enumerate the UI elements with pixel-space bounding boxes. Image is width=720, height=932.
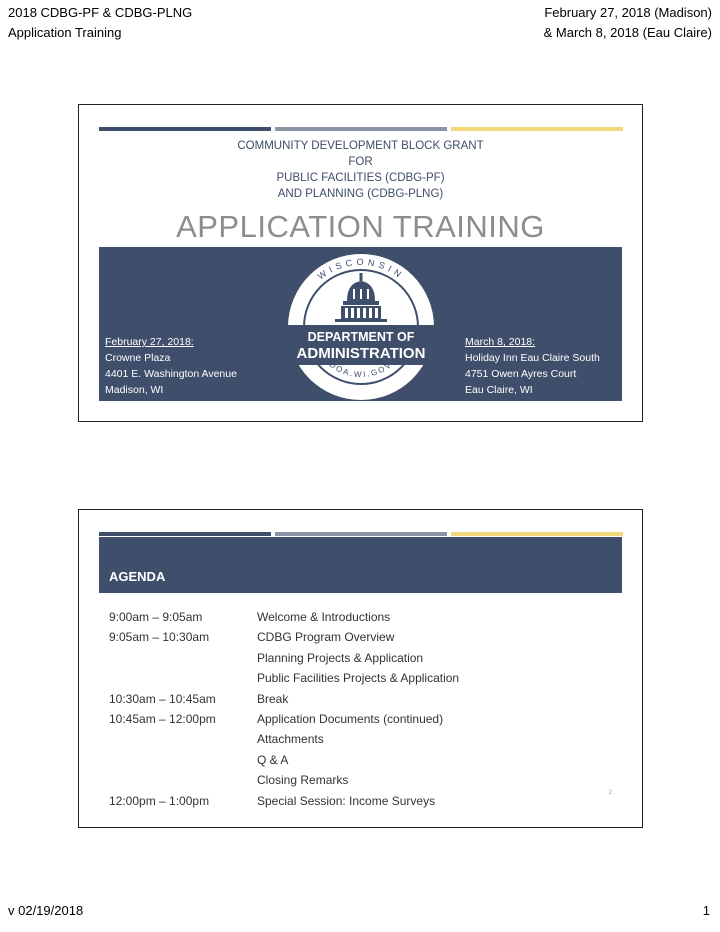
subtitle-line: COMMUNITY DEVELOPMENT BLOCK GRANT (237, 140, 484, 152)
agenda-header-panel (99, 537, 622, 593)
agenda-row (109, 791, 529, 811)
location-city: Eau Claire, WI (465, 384, 533, 396)
seal-line2: ADMINISTRATION (296, 345, 426, 362)
agenda-time: 10:45am – 12:00pm (109, 711, 216, 726)
slide-agenda (78, 509, 643, 828)
location-date: February 27, 2018: (105, 336, 194, 348)
agenda-row (109, 607, 529, 627)
page-header-left (8, 3, 192, 43)
agenda-item: Special Session: Income Surveys (257, 793, 436, 808)
agenda-row (109, 750, 529, 770)
subtitle-line: PUBLIC FACILITIES (CDBG-PF) (276, 172, 445, 184)
agenda-item: Application Documents (continued) (257, 711, 444, 726)
agenda-row (109, 689, 529, 709)
slide-title-text: APPLICATION TRAINING (176, 209, 545, 244)
footer-page-number: 1 (702, 903, 710, 918)
header-course-subtitle: Application Training (8, 25, 122, 40)
seal-bottom-text: DOA.WI.GOV (327, 359, 395, 380)
location-address: 4751 Owen Ayres Court (465, 368, 577, 380)
accent-bar-gold (451, 532, 623, 536)
agenda-item: CDBG Program Overview (257, 630, 395, 645)
agenda-time: 9:00am – 9:05am (109, 610, 203, 624)
seal-top-text: WISCONSIN (315, 256, 407, 282)
accent-bar-navy (99, 127, 271, 131)
agenda-row (109, 627, 529, 647)
header-date-eau-claire: & March 8, 2018 (Eau Claire) (543, 25, 712, 40)
subtitle-line: FOR (348, 156, 373, 168)
location-venue: Crowne Plaza (105, 352, 171, 364)
agenda-row (109, 709, 529, 729)
agenda-row (109, 770, 529, 790)
agenda-row (109, 648, 529, 668)
accent-bars (99, 532, 622, 536)
agenda-heading: AGENDA (109, 569, 166, 584)
header-course-title: 2018 CDBG-PF & CDBG-PLNG (8, 5, 193, 20)
slide-subtitle (79, 138, 642, 202)
location-eau-claire (465, 334, 600, 398)
subtitle-line: AND PLANNING (CDBG-PLNG) (277, 188, 444, 200)
location-venue: Holiday Inn Eau Claire South (465, 352, 600, 364)
agenda-item: Planning Projects & Application (257, 650, 424, 665)
location-madison (105, 334, 237, 398)
location-address: 4401 E. Washington Avenue (105, 368, 237, 380)
agenda-item: Public Facilities Projects & Application (257, 671, 460, 686)
accent-bar-navy (99, 532, 271, 536)
accent-bar-gray (275, 532, 447, 536)
location-city: Madison, WI (105, 384, 164, 396)
page-header-right (544, 3, 712, 43)
agenda-row (109, 668, 529, 688)
accent-bar-gray (275, 127, 447, 131)
agenda-time: 10:30am – 10:45am (109, 691, 216, 706)
agenda-item: Welcome & Introductions (257, 610, 391, 624)
agenda-time: 12:00pm – 1:00pm (109, 793, 210, 808)
seal-line1: DEPARTMENT OF (307, 330, 415, 344)
agenda-list (109, 607, 529, 811)
agenda-time: 9:05am – 10:30am (109, 630, 210, 645)
doa-seal-logo (285, 251, 437, 403)
slide-page-number: 2 (608, 790, 612, 796)
agenda-item: Q & A (257, 752, 289, 767)
agenda-row (109, 729, 529, 749)
header-date-madison: February 27, 2018 (Madison) (544, 5, 712, 20)
slide-title (78, 104, 643, 422)
agenda-item: Attachments (257, 732, 324, 747)
agenda-item: Closing Remarks (257, 773, 349, 788)
location-date: March 8, 2018: (465, 336, 536, 348)
agenda-item: Break (257, 691, 289, 706)
accent-bar-gold (451, 127, 623, 131)
footer-version: v 02/19/2018 (8, 903, 84, 918)
location-panel (99, 247, 622, 401)
accent-bars (99, 127, 622, 131)
